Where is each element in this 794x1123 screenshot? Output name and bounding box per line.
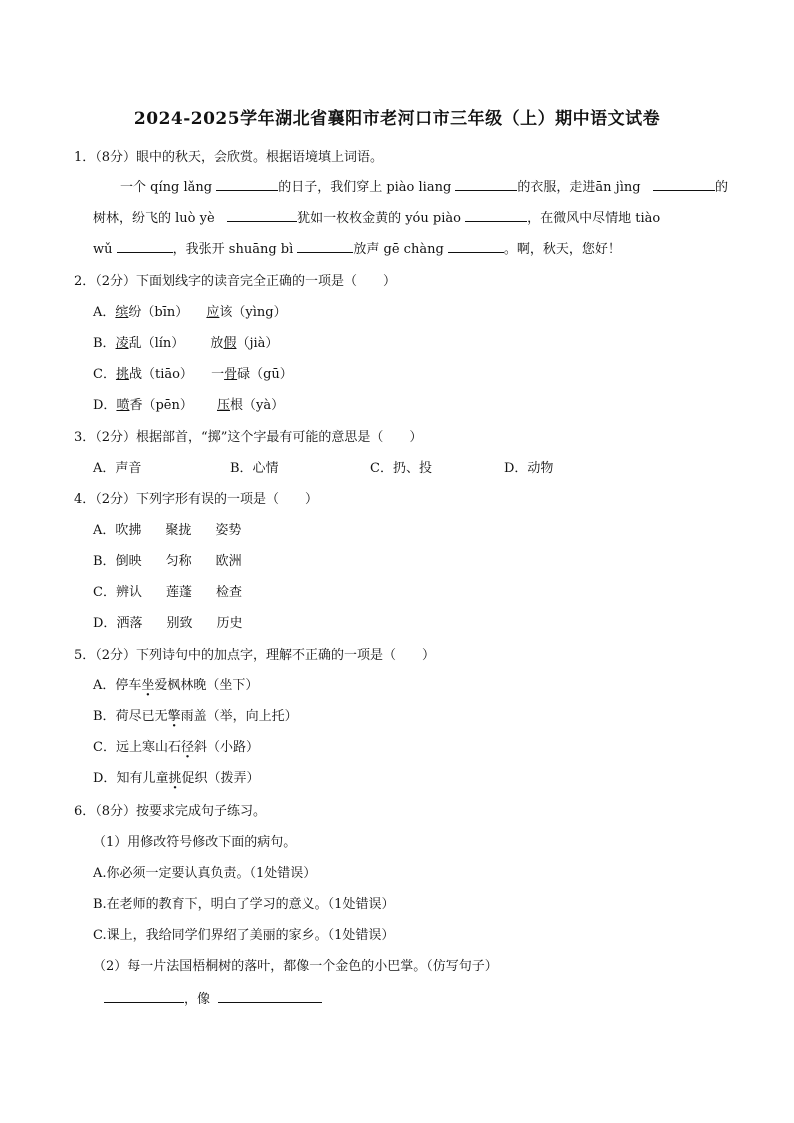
question-3-option-a[interactable]: A．声音 (93, 461, 142, 476)
question-3-option-d[interactable]: D．动物 (504, 461, 554, 476)
answer-blank[interactable] (104, 990, 184, 1003)
answer-blank[interactable] (465, 209, 527, 222)
page-title: 2024-2025学年湖北省襄阳市老河口市三年级（上）期中语文试卷 (133, 109, 661, 129)
question-4-option-b[interactable]: B．倒映 匀称 欧洲 (93, 554, 242, 569)
answer-blank[interactable] (455, 178, 517, 191)
question-2-option-d[interactable]: D．喷香（pēn） 压根（yà） (93, 398, 285, 413)
question-3-header: 3．（2分）根据部首，“掷”这个字最有可能的意思是（ ） (74, 430, 423, 445)
question-5-option-c[interactable]: C．远上寒山石径斜（小路） (93, 740, 259, 755)
question-5-header: 5．（2分）下列诗句中的加点字，理解不正确的一项是（ ） (74, 648, 436, 663)
question-3-option-c[interactable]: C．扔、投 (370, 461, 432, 476)
question-2-header: 2．（2分）下面划线字的读音完全正确的一项是（ ） (74, 274, 397, 289)
question-6-sub-2: （2）每一片法国梧桐树的落叶，都像一个金色的小巴掌。（仿写句子） (93, 959, 498, 974)
question-6-sub-1: （1）用修改符号修改下面的病句。 (93, 835, 297, 850)
question-4-option-c[interactable]: C．辨认 莲蓬 检查 (93, 585, 242, 600)
question-5-option-a[interactable]: A．停车坐爱枫林晚（坐下） (93, 678, 259, 693)
question-4-option-d[interactable]: D．洒落 别致 历史 (93, 616, 243, 631)
question-2-option-c[interactable]: C．挑战（tiāo） 一骨碌（gū） (93, 367, 293, 382)
question-3-option-b[interactable]: B．心情 (230, 461, 279, 476)
question-1-line-1: 一个 qíng lǎng 的日子，我们穿上 piào liang 的衣服，走进ān jìng 的 (120, 180, 728, 195)
question-6-sentence-c: C.课上，我给同学们界绍了美丽的家乡。（1处错误） (93, 928, 395, 943)
question-6-header: 6．（8分）按要求完成句子练习。 (74, 804, 267, 819)
question-4-option-a[interactable]: A．吹拂 聚拢 姿势 (93, 523, 242, 538)
answer-blank[interactable] (227, 209, 297, 222)
question-5-option-b[interactable]: B．荷尽已无擎雨盖（举，向上托） (93, 709, 298, 724)
answer-blank[interactable] (653, 178, 715, 191)
question-2-option-b[interactable]: B．凌乱（lín） 放假（jià） (93, 336, 279, 351)
answer-blank[interactable] (216, 178, 278, 191)
question-2-option-a[interactable]: A．缤纷（bīn） 应该（yìng） (93, 305, 287, 320)
question-6-sentence-a: A.你必须一定要认真负责。（1处错误） (93, 866, 317, 881)
answer-blank[interactable] (448, 240, 504, 253)
question-6-fill-line: ，像 (104, 988, 322, 1007)
question-1-line-3: wǔ ，我张开 shuāng bì 放声 gē chàng 。啊，秋天，您好！ (93, 242, 621, 257)
question-1-header: 1．（8分）眼中的秋天，会欣赏。根据语境填上词语。 (74, 150, 384, 165)
question-6-sentence-b: B.在老师的教育下，明白了学习的意义。（1处错误） (93, 897, 395, 912)
question-4-header: 4．（2分）下列字形有误的一项是（ ） (74, 492, 319, 507)
answer-blank[interactable] (117, 240, 173, 253)
question-1-line-2: 树林，纷飞的 luò yè 犹如一枚枚金黄的 yóu piào ，在微风中尽情地 tiào (93, 211, 661, 226)
question-5-option-d[interactable]: D．知有儿童挑促织（拨弄） (93, 771, 260, 786)
answer-blank[interactable] (297, 240, 353, 253)
answer-blank[interactable] (218, 990, 322, 1003)
